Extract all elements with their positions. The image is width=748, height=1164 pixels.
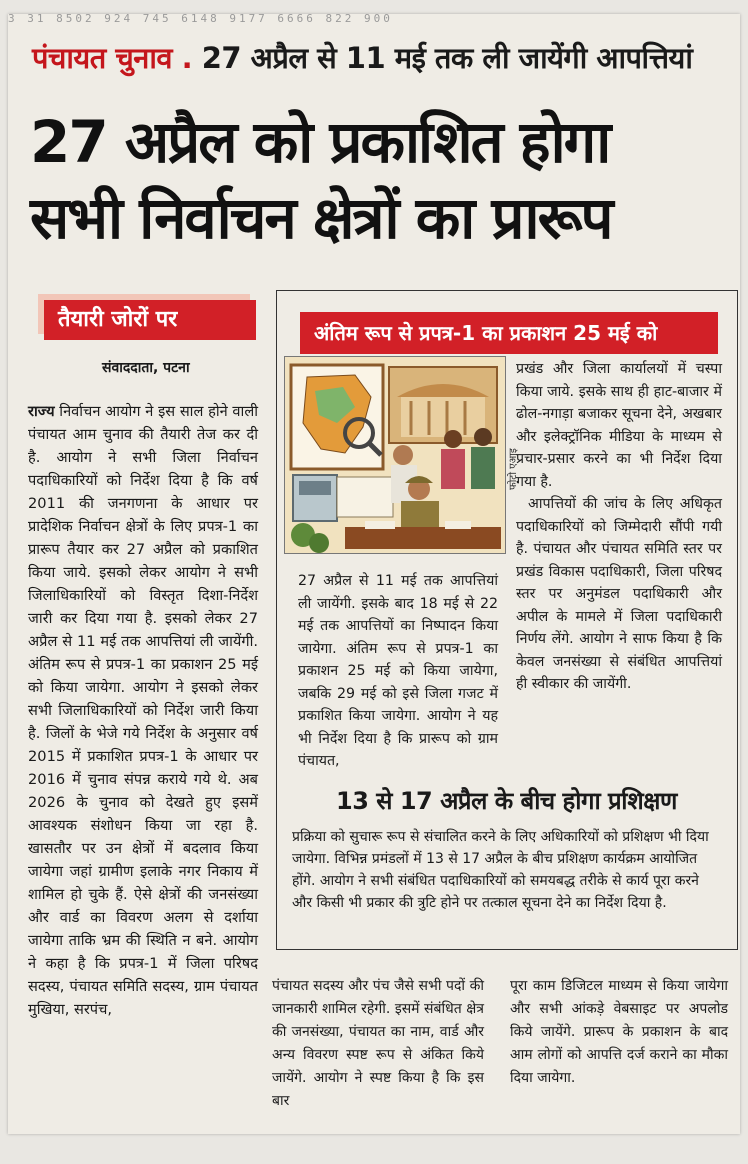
headline-line-2: सभी निर्वाचन क्षेत्रों का प्रारूप — [30, 184, 612, 252]
kicker-red: पंचायत चुनाव . — [32, 41, 193, 75]
headline — [30, 104, 720, 256]
subhead-training: 13 से 17 अप्रैल के बीच होगा प्रशिक्षण — [336, 787, 677, 815]
byline: संवाददाता, पटना — [102, 360, 190, 376]
lead-word: राज्य — [28, 403, 55, 420]
column-3 — [516, 358, 722, 696]
column-1 — [28, 400, 258, 1021]
column-3-para-2: आपत्तियों की जांच के लिए अधिकृत पदाधिकारियों को जिम्मेदारी सौंपी गयी है. पंचायत और पंचायत समिति स्तर पर प्रखंड विकास पदाधिकारी, जिला परिषद स्तर पर अनुमंडल पदाधिकारी और अपील के मामले में जिला पदाधिकारी निर्णय लेंगे. आयोग ने साफ किया है कि केवल जनसंख्या से संबंधित आपत्तियां ही स्वीकार की जायेंगी. — [516, 496, 722, 692]
column-3-para-1: प्रखंड और जिला कार्यालयों में चस्पा किया जाये. इसके साथ ही हाट-बाजार में ढोल-नगाड़ा बजाकर सूचना देने, अखबार और इलेक्ट्रॉनिक मीडिया के माध्यम से प्रचार-प्रसार करने का भी निर्देश दिया गया है. — [516, 361, 722, 490]
kicker-line — [32, 38, 692, 77]
column-2: 27 अप्रैल से 11 मई तक आपत्तियां ली जायेंगी. इसके बाद 18 मई से 22 मई तक आपत्तियों का निष्पादन किया जायेगा. अंतिम रूप से प्रपत्र-1 का प्रकाशन 25 मई को किया जायेगा, जबकि 29 मई को इसे जिला गजट में प्रकाशित किया जायेगा. आयोग ने यह भी निर्देश दिया है कि प्रारूप को ग्राम पंचायत, — [298, 573, 498, 769]
inner-banner: अंतिम रूप से प्रपत्र-1 का प्रकाशन 25 मई को — [300, 312, 718, 354]
kicker-rest: 27 अप्रैल से 11 मई तक ली जायेंगी आपत्तियां — [201, 41, 693, 75]
illustration-svg — [285, 357, 505, 553]
bottom-column-2: पूरा काम डिजिटल माध्यम से किया जायेगा और सभी आंकड़े वेबसाइट पर अपलोड किये जायेंगे. प्रारूप के प्रकाशन के बाद आम लोगों को आपत्ति दर्ज कराने का मौका दिया जायेगा. — [510, 978, 728, 1086]
photo-credit: फोटो एआइ — [508, 448, 519, 490]
training-paragraph: प्रक्रिया को सुचारू रूप से संचालित करने के लिए अधिकारियों को प्रशिक्षण भी दिया जायेगा. विभिन्न प्रमंडलों में 13 से 17 अप्रैल के बीच प्रशिक्षण कार्यक्रम आयोजित होंगे. आयोग ने सभी संबंधित पदाधिकारियों को समयबद्ध तरीके से कार्य पूरा करने और किसी भी प्रकार की त्रुटि होने पर तत्काल सूचना देने का निर्देश दिया है. — [292, 829, 709, 911]
headline-line-1: 27 अप्रैल को प्रकाशित होगा — [30, 108, 610, 176]
section-tag: तैयारी जोरों पर — [44, 300, 256, 340]
illustration-image — [284, 356, 506, 554]
column-1-text: निर्वाचन आयोग ने इस साल होने वाली पंचायत आम चुनाव की तैयारी तेज कर दी है. आयोग ने सभी जिला निर्वाचन पदाधिकारियों को निर्देश दिया है कि वर्ष 2011 की जनगणना के आधार पर प्रादेशिक निर्वाचन क्षेत्रों के लिए प्रपत्र-1 का प्रारूप तैयार कर 27 अप्रैल को प्रकाशित किया जाये. इसको लेकर आयोग ने सभी जिलाधिकारियों को विस्तृत दिशा-निर्देश जारी कर दिया गया है. इसको लेकर 27 अप्रैल से 11 मई तक आपत्तियां ली जायेंगी. अंतिम रूप से प्रपत्र-1 का प्रकाशन 25 मई को किया जायेगा. आयोग ने इसको लेकर सभी जिलाधिकारियों को निर्देश जारी किया है. जिलों के भेजे गये निर्देश के अनुसार वर्ष 2015 में प्रकाशित प्रपत्र-1 के आधार पर 2016 में चुनाव संपन्न कराये गये थे. अब 2026 के चुनाव को देखते हुए इसमें आवश्यक संशोधन किया जा रहा है. खासतौर पर उन क्षेत्रों में बदलाव किया जायेगा जहां ग्रामीण इलाके नगर निकाय में शामिल हो चुके हैं. ऐसे क्षेत्रों की जनसंख्या और वार्ड का विवरण अलग से दर्शाया जायेगा ताकि भ्रम की स्थिति न बने. आयोग ने कहा है कि प्रपत्र-1 में जिला परिषद सदस्य, पंचायत समिति सदस्य, ग्राम पंचायत मुखिया, सरपंच, — [28, 403, 258, 1018]
bottom-column-1: पंचायत सदस्य और पंच जैसे सभी पदों की जानकारी शामिल रहेगी. इसमें संबंधित क्षेत्र की जनसंख्या, पंचायत का नाम, वार्ड और अन्य विवरण स्पष्ट रूप से अंकित किये जायेंगे. आयोग ने स्पष्ट किया है कि इस बार — [272, 978, 484, 1109]
top-bleed-through-text: 3 31 8502 924 745 6148 9177 6666 822 900 — [8, 14, 393, 25]
